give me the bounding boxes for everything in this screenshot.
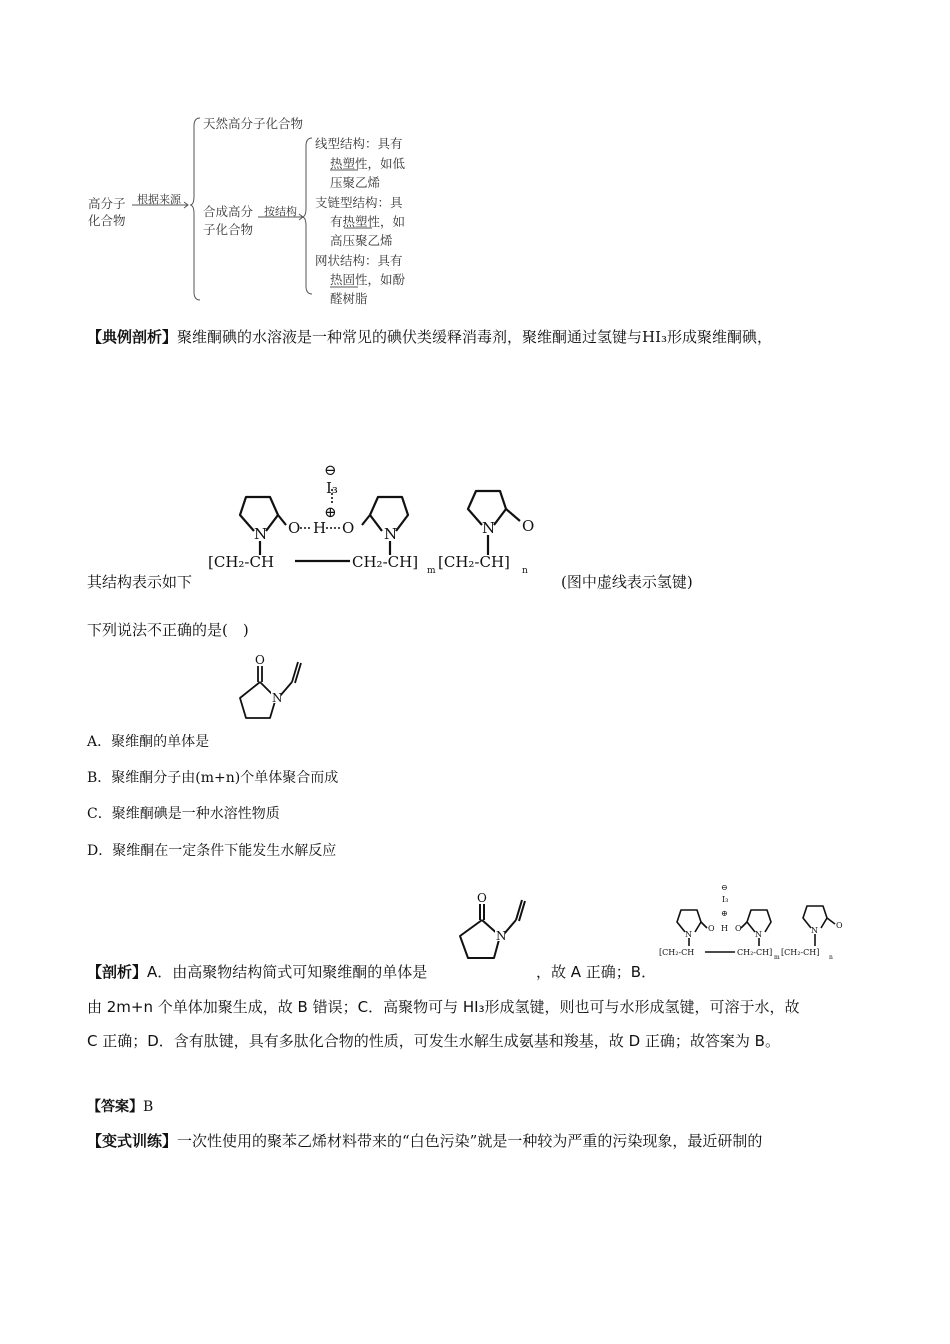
answer-line [87,1096,153,1116]
answer-label: 【答案】 [87,1099,143,1115]
tree-natural: 天然高分子化合物 [203,116,304,131]
plus-sign: ⊕ [324,503,337,521]
monomer-structure-a [228,652,308,740]
example-text: 聚维酮碘的水溶液是一种常见的碘伏类缓释消毒剂，聚维酮通过氢键与HI₃形成聚维酮碘， [177,328,773,346]
analysis-polymer-structure [655,880,855,972]
n-atom-3: N [482,519,496,537]
analysis-monomer-n: N [496,929,507,943]
structure-intro: 其结构表示如下 [87,573,193,591]
analysis-line-1a: A．由高聚物结构简式可知聚维酮的单体是 [147,963,428,981]
tree-network-1: 网状结构：具有 [315,253,403,268]
structure-note: (图中虚线表示氢键) [561,573,693,591]
variant-text: 一次性使用的聚苯乙烯材料带来的“白色污染”就是一种较为严重的污染现象，最近研制的 [177,1132,763,1150]
h-atom: H [313,519,327,537]
analysis-monomer-o: O [477,891,487,905]
analysis-n-sub: n [829,954,833,961]
analysis-line-1b: ，故 A 正确；B． [536,963,657,981]
analysis-i3: I₃ [722,895,729,904]
option-a: A．聚维酮的单体是 [87,734,210,750]
o-atom-2: O [342,519,355,537]
tree-root-line2: 化合物 [88,213,126,228]
analysis-monomer-structure [452,888,532,976]
analysis-o-3: O [836,921,843,930]
tree-synthetic-line1: 合成高分 [203,204,254,219]
tree-branched-2: 有热塑性，如 [330,214,406,229]
tree-connectors [0,0,950,320]
i3-label: I₃ [326,479,338,497]
example-paragraph [87,326,772,347]
tree-branched-1: 支链型结构：具 [315,195,403,210]
answer-value: B [143,1099,154,1115]
analysis-line-1 [87,961,427,982]
variant-label: 【变式训练】 [87,1132,178,1150]
option-b: B．聚维酮分子由(m+n)个单体聚合而成 [87,770,339,786]
monomer-n: N [272,691,283,705]
analysis-line-3: C 正确；D．含有肽键，具有多肽化合物的性质，可发生水解生成氨基和羧基，故 D 正确；故答案为 B。 [87,1032,780,1050]
subscript-m: m [427,566,436,576]
tree-synthetic-line2: 子化合物 [203,222,254,237]
analysis-h: H [721,924,728,933]
example-label: 【典例剖析】 [87,328,178,346]
minus-sign: ⊖ [324,461,337,479]
monomer-o: O [255,653,265,667]
question-stem: 下列说法不正确的是( ) [87,621,249,639]
chain-unit-3: [CH₂-CH] [438,553,510,571]
analysis-m: m [774,954,780,961]
analysis-line-2: 由 2m+n 个单体加聚生成，故 B 错误；C．高聚物可与 HI₃形成氢键，则也可与水形成氢键，可溶于水，故 [87,998,800,1016]
o-atom-1: O [288,519,301,537]
analysis-n-2: N [755,930,762,939]
analysis-o-2: O [735,924,742,933]
o-atom-3: O [522,517,535,535]
tree-linear-1: 线型结构：具有 [315,136,403,151]
tree-branched-3: 高压聚乙烯 [330,233,393,248]
tree-root-line1: 高分子 [88,196,126,211]
povidone-iodine-structure [200,455,560,585]
tree-linear-3: 压聚乙烯 [330,175,381,190]
analysis-o-1: O [708,924,715,933]
n-atom-2: N [384,525,398,543]
analysis-plus: ⊕ [721,909,728,918]
analysis-label: 【剖析】 [87,963,148,981]
subscript-n: n [522,566,528,576]
analysis-n-1: N [685,930,692,939]
variant-line [87,1130,762,1151]
analysis-n-3: N [811,926,818,935]
option-c: C．聚维酮碘是一种水溶性物质 [87,806,280,822]
n-atom-1: N [254,525,268,543]
analysis-chain-1: [CH₂-CH [659,948,695,957]
chain-unit-2: CH₂-CH] [352,553,419,571]
analysis-chain-3: [CH₂-CH] [781,948,820,957]
analysis-minus: ⊖ [721,883,728,892]
tree-network-2: 热固性，如酚 [330,272,406,287]
tree-edge-structure: 按结构 [264,205,297,218]
tree-network-3: 醛树脂 [330,291,368,306]
tree-linear-2: 热塑性，如低 [330,156,406,171]
chain-unit-1: [CH₂-CH [208,553,275,571]
tree-edge-source: 根据来源 [137,193,181,206]
option-d: D．聚维酮在一定条件下能发生水解反应 [87,843,337,859]
analysis-chain-2: CH₂-CH] [737,948,773,957]
